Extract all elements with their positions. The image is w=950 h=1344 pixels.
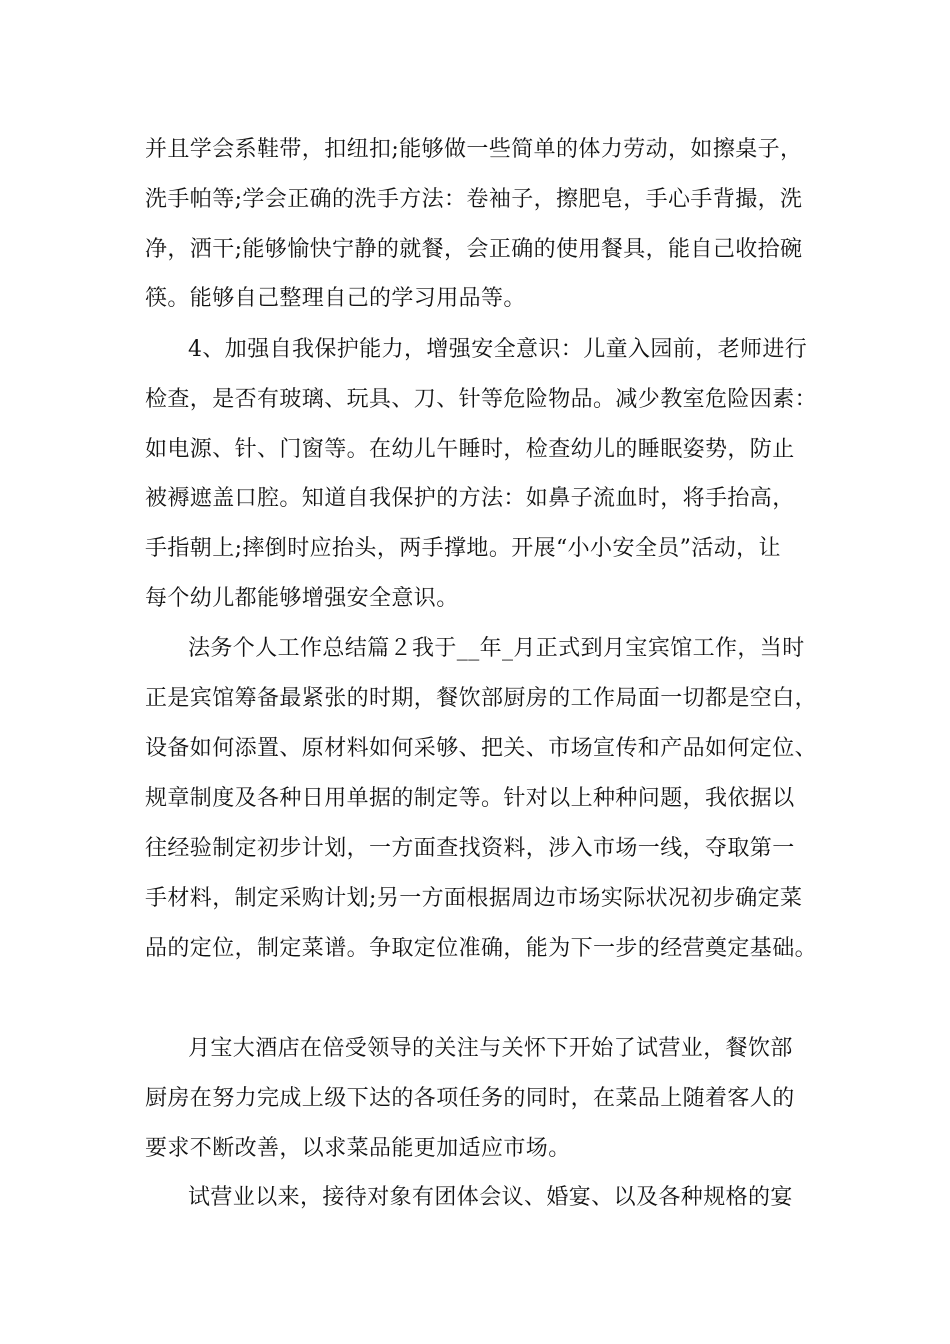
text-line: 被褥遮盖口腔。知道自我保护的方法：如鼻子流血时，将手抬高， [145,486,795,511]
text-line: 每个幼儿都能够增强安全意识。 [145,586,459,611]
text-line: 筷。能够自己整理自己的学习用品等。 [145,286,526,311]
text-line: 设备如何添置、原材料如何采够、把关、市场宣传和产品如何定位、 [145,736,818,761]
text-line: 手指朝上;摔倒时应抬头，两手撑地。开展“小小安全员”活动，让 [145,536,781,561]
text-line: 净，洒干;能够愉快宁静的就餐，会正确的使用餐具，能自己收拾碗 [145,237,803,262]
text-line: 品的定位，制定菜谱。争取定位准确，能为下一步的经营奠定基础。 [145,936,818,961]
text-line: 洗手帕等;学会正确的洗手方法：卷袖子，擦肥皂，手心手背撮，洗 [145,187,803,212]
text-line: 检查，是否有玻璃、玩具、刀、针等危险物品。减少教室危险因素： [145,387,818,412]
text-line: 往经验制定初步计划，一方面查找资料，涉入市场一线，夺取第一 [145,836,795,861]
text-line: 正是宾馆筹备最紧张的时期，餐饮部厨房的工作局面一切都是空白， [145,686,818,711]
text-line: 厨房在努力完成上级下达的各项任务的同时，在菜品上随着客人的 [145,1086,795,1111]
text-line: 并且学会系鞋带，扣纽扣;能够做一些简单的体力劳动，如擦桌子， [145,137,803,162]
text-line: 如电源、针、门窗等。在幼儿午睡时，检查幼儿的睡眠姿势，防止 [145,437,795,462]
text-line: 试营业以来，接待对象有团体会议、婚宴、以及各种规格的宴 [188,1185,793,1210]
text-line: 月宝大酒店在倍受领导的关注与关怀下开始了试营业，餐饮部 [188,1036,793,1061]
text-line: 法务个人工作总结篇２我于__年_月正式到月宝宾馆工作，当时 [188,636,805,661]
text-line: 手材料，制定采购计划;另一方面根据周边市场实际状况初步确定菜 [145,886,803,911]
text-line: 要求不断改善，以求菜品能更加适应市场。 [145,1136,571,1161]
text-line: 规章制度及各种日用单据的制定等。针对以上种种问题，我依据以 [145,786,795,811]
text-line: 4、加强自我保护能力，增强安全意识：儿童入园前，老师进行 [188,337,808,362]
